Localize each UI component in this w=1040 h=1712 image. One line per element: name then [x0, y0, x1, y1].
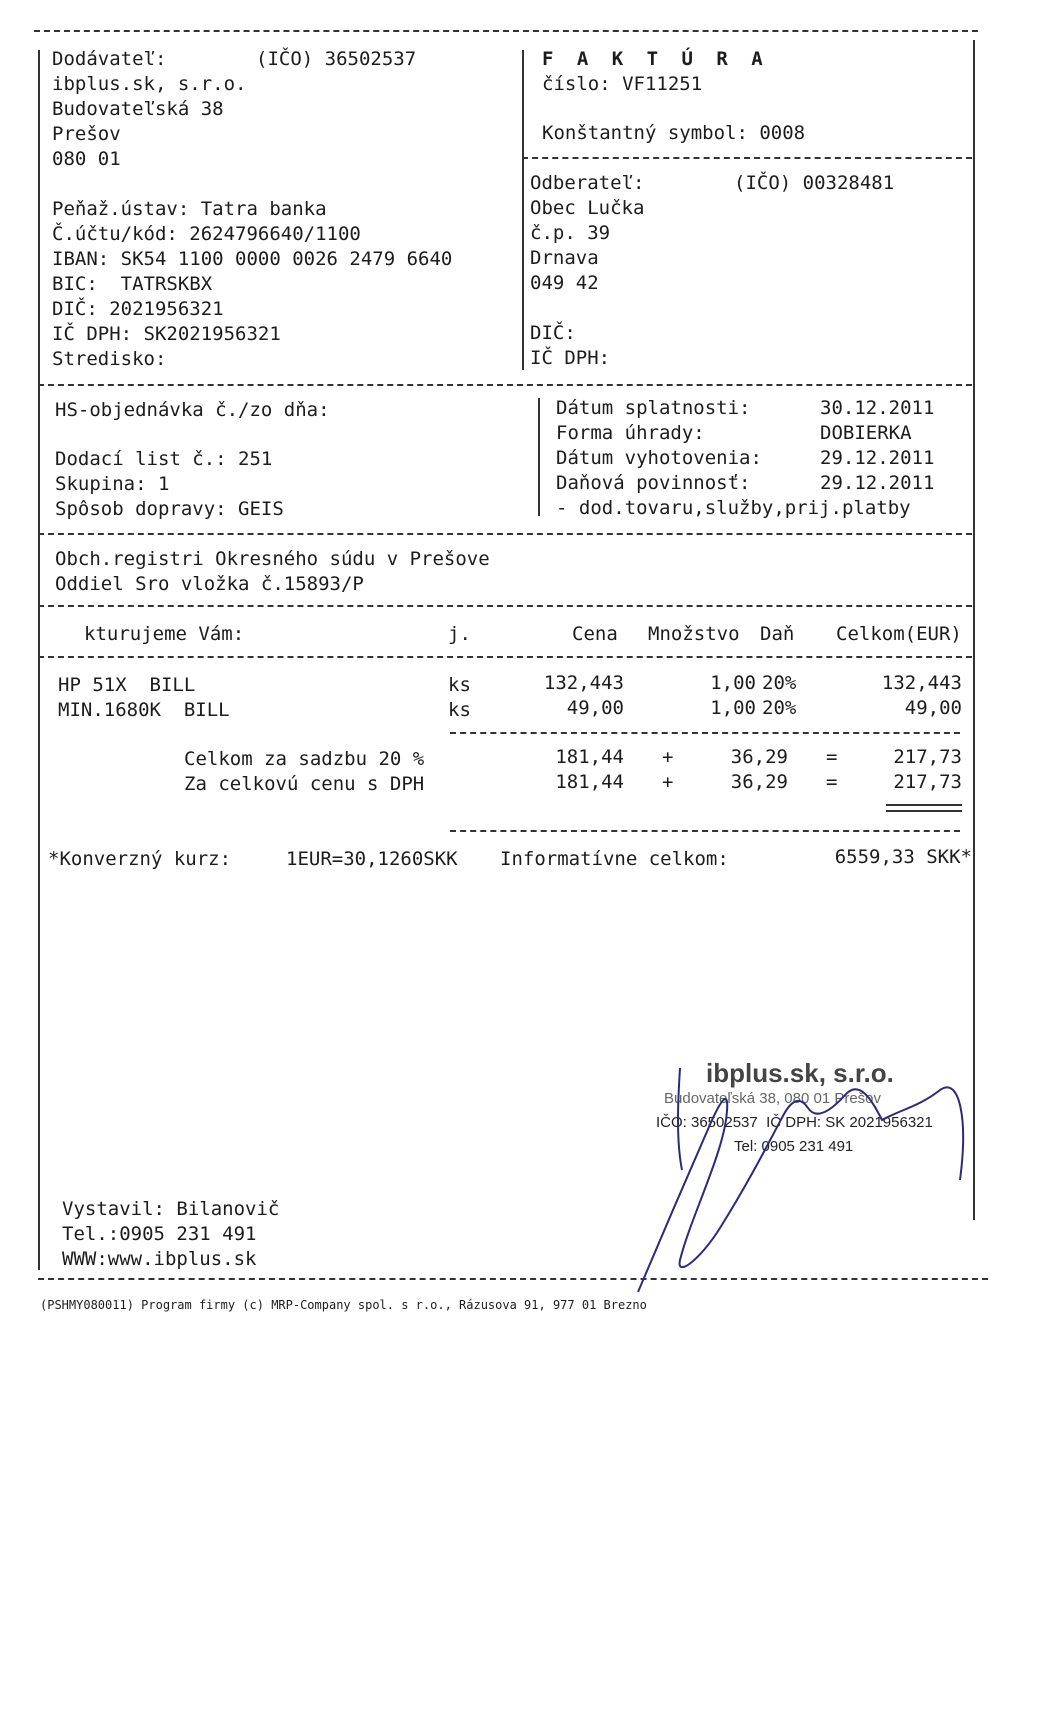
section-divider-3: [38, 605, 972, 607]
issued-by: Vystavil: Bilanovič: [62, 1198, 280, 1220]
col-quantity: Množstvo: [648, 623, 740, 645]
row-price: 49,00: [566, 697, 624, 719]
col-description: kturujeme Vám:: [84, 623, 245, 645]
row-unit: ks: [448, 699, 471, 721]
col-tax: Daň: [760, 623, 795, 645]
customer-ico: (IČO) 00328481: [734, 172, 895, 194]
stamp-ids: IČO: 36502537 IČ DPH: SK 2021956321: [656, 1114, 933, 1131]
issued-date-label: Dátum vyhotovenia:: [556, 447, 762, 469]
due-date-value: 30.12.2011: [820, 397, 935, 419]
customer-street: č.p. 39: [530, 222, 611, 244]
row-total: 49,00: [904, 697, 962, 719]
col-price: Cena: [572, 623, 618, 645]
customer-icdph: IČ DPH:: [530, 347, 611, 369]
right-border: [973, 40, 975, 1220]
invoice-const-symbol: Konštantný symbol: 0008: [542, 122, 806, 144]
stamp-name: ibplus.sk, s.r.o.: [706, 1058, 894, 1088]
transport-method: Spôsob dopravy: GEIS: [55, 498, 284, 520]
registry-line-2: Oddiel Sro vložka č.15893/P: [55, 573, 364, 595]
stamp-address: Budovateľská 38, 080 01 Prešov: [664, 1090, 882, 1107]
customer-label: Odberateľ:: [530, 172, 645, 194]
supplier-city: Prešov: [52, 123, 121, 145]
row-tax: 20%: [762, 672, 797, 694]
supplier-ico: (IČO) 36502537: [256, 48, 417, 70]
total-double-underline: [886, 804, 962, 812]
row-quantity: 1,00: [710, 697, 756, 719]
row-quantity: 1,00: [710, 672, 756, 694]
sum-vat-label: Za celkovú cenu s DPH: [184, 773, 425, 795]
table-header-divider: [38, 656, 972, 658]
signature: [620, 1060, 1040, 1300]
sum-vat-vat: 36,29: [730, 771, 788, 793]
supplier-dic: DIČ: 2021956321: [52, 298, 224, 320]
delivery-note: Dodací list č.: 251: [55, 448, 273, 470]
invoice-title: F A K T Ú R A: [542, 48, 769, 70]
sum-vat-total: 217,73: [893, 771, 962, 793]
col-unit: j.: [448, 623, 471, 645]
row-description: HP 51X BILL: [58, 674, 196, 696]
supplier-center: Stredisko:: [52, 348, 167, 370]
supplier-zip: 080 01: [52, 148, 121, 170]
invoice-number: číslo: VF11251: [542, 73, 703, 95]
sum-rate-vat: 36,29: [730, 746, 788, 768]
due-date-label: Dátum splatnosti:: [556, 397, 751, 419]
hs-order: HS-objednávka č./zo dňa:: [55, 399, 330, 421]
sum-rate-eq: =: [826, 746, 838, 768]
conversion-label: *Konverzný kurz:: [48, 848, 232, 870]
sum-rate-plus: +: [662, 746, 674, 768]
tax-date-label: Daňová povinnosť:: [556, 472, 751, 494]
conversion-rate: 1EUR=30,1260SKK: [286, 848, 458, 870]
items-divider: [450, 732, 960, 734]
informative-total-label: Informatívne celkom:: [500, 848, 729, 870]
informative-total-value: 6559,33 SKK*: [834, 846, 972, 868]
payment-form-label: Forma úhrady:: [556, 422, 705, 444]
customer-dic: DIČ:: [530, 322, 576, 344]
header-column-divider: [522, 50, 524, 370]
sum-vat-base: 181,44: [555, 771, 624, 793]
group: Skupina: 1: [55, 473, 170, 495]
supplier-name: ibplus.sk, s.r.o.: [52, 73, 247, 95]
supplier-bank: Peňaž.ústav: Tatra banka: [52, 198, 327, 220]
sum-rate-total: 217,73: [893, 746, 962, 768]
supplier-label: Dodávateľ:: [52, 48, 167, 70]
supplier-street: Budovateľská 38: [52, 98, 224, 120]
issuer-tel: Tel.:0905 231 491: [62, 1223, 257, 1245]
section-divider-1: [38, 384, 972, 386]
customer-name: Obec Lučka: [530, 197, 645, 219]
section-divider-2: [38, 533, 972, 535]
row-description: MIN.1680K BILL: [58, 699, 230, 721]
row-price: 132,443: [543, 672, 624, 694]
issued-date-value: 29.12.2011: [820, 447, 935, 469]
invoice-divider: [522, 157, 972, 159]
registry-line-1: Obch.registri Okresného súdu v Prešove: [55, 548, 490, 570]
tax-date-value: 29.12.2011: [820, 472, 935, 494]
supplier-iban: IBAN: SK54 1100 0000 0026 2479 6640: [52, 248, 453, 270]
payment-form-value: DOBIERKA: [820, 422, 912, 444]
totals-divider: [450, 830, 960, 832]
tax-note: - dod.tovaru,služby,prij.platby: [556, 497, 911, 519]
row-unit: ks: [448, 674, 471, 696]
top-border: [34, 30, 978, 32]
col-total: Celkom(EUR): [836, 623, 962, 645]
stamp-tel: Tel: 0905 231 491: [734, 1138, 854, 1155]
dates-column-divider: [538, 398, 540, 516]
sum-vat-eq: =: [826, 771, 838, 793]
supplier-icdph: IČ DPH: SK2021956321: [52, 323, 281, 345]
customer-zip: 049 42: [530, 272, 599, 294]
customer-city: Drnava: [530, 247, 599, 269]
issuer-www: WWW:www.ibplus.sk: [62, 1248, 257, 1270]
row-tax: 20%: [762, 697, 797, 719]
sum-rate-base: 181,44: [555, 746, 624, 768]
sum-vat-plus: +: [662, 771, 674, 793]
supplier-account: Č.účtu/kód: 2624796640/1100: [52, 223, 361, 245]
sum-rate-label: Celkom za sadzbu 20 %: [184, 748, 425, 770]
supplier-bic: BIC: TATRSKBX: [52, 273, 213, 295]
row-total: 132,443: [881, 672, 962, 694]
footer-program-note: (PSHMY080011) Program firmy (c) MRP-Company spol. s r.o., Rázusova 91, 977 01 Brezno: [40, 1298, 647, 1312]
left-border: [38, 50, 40, 1270]
